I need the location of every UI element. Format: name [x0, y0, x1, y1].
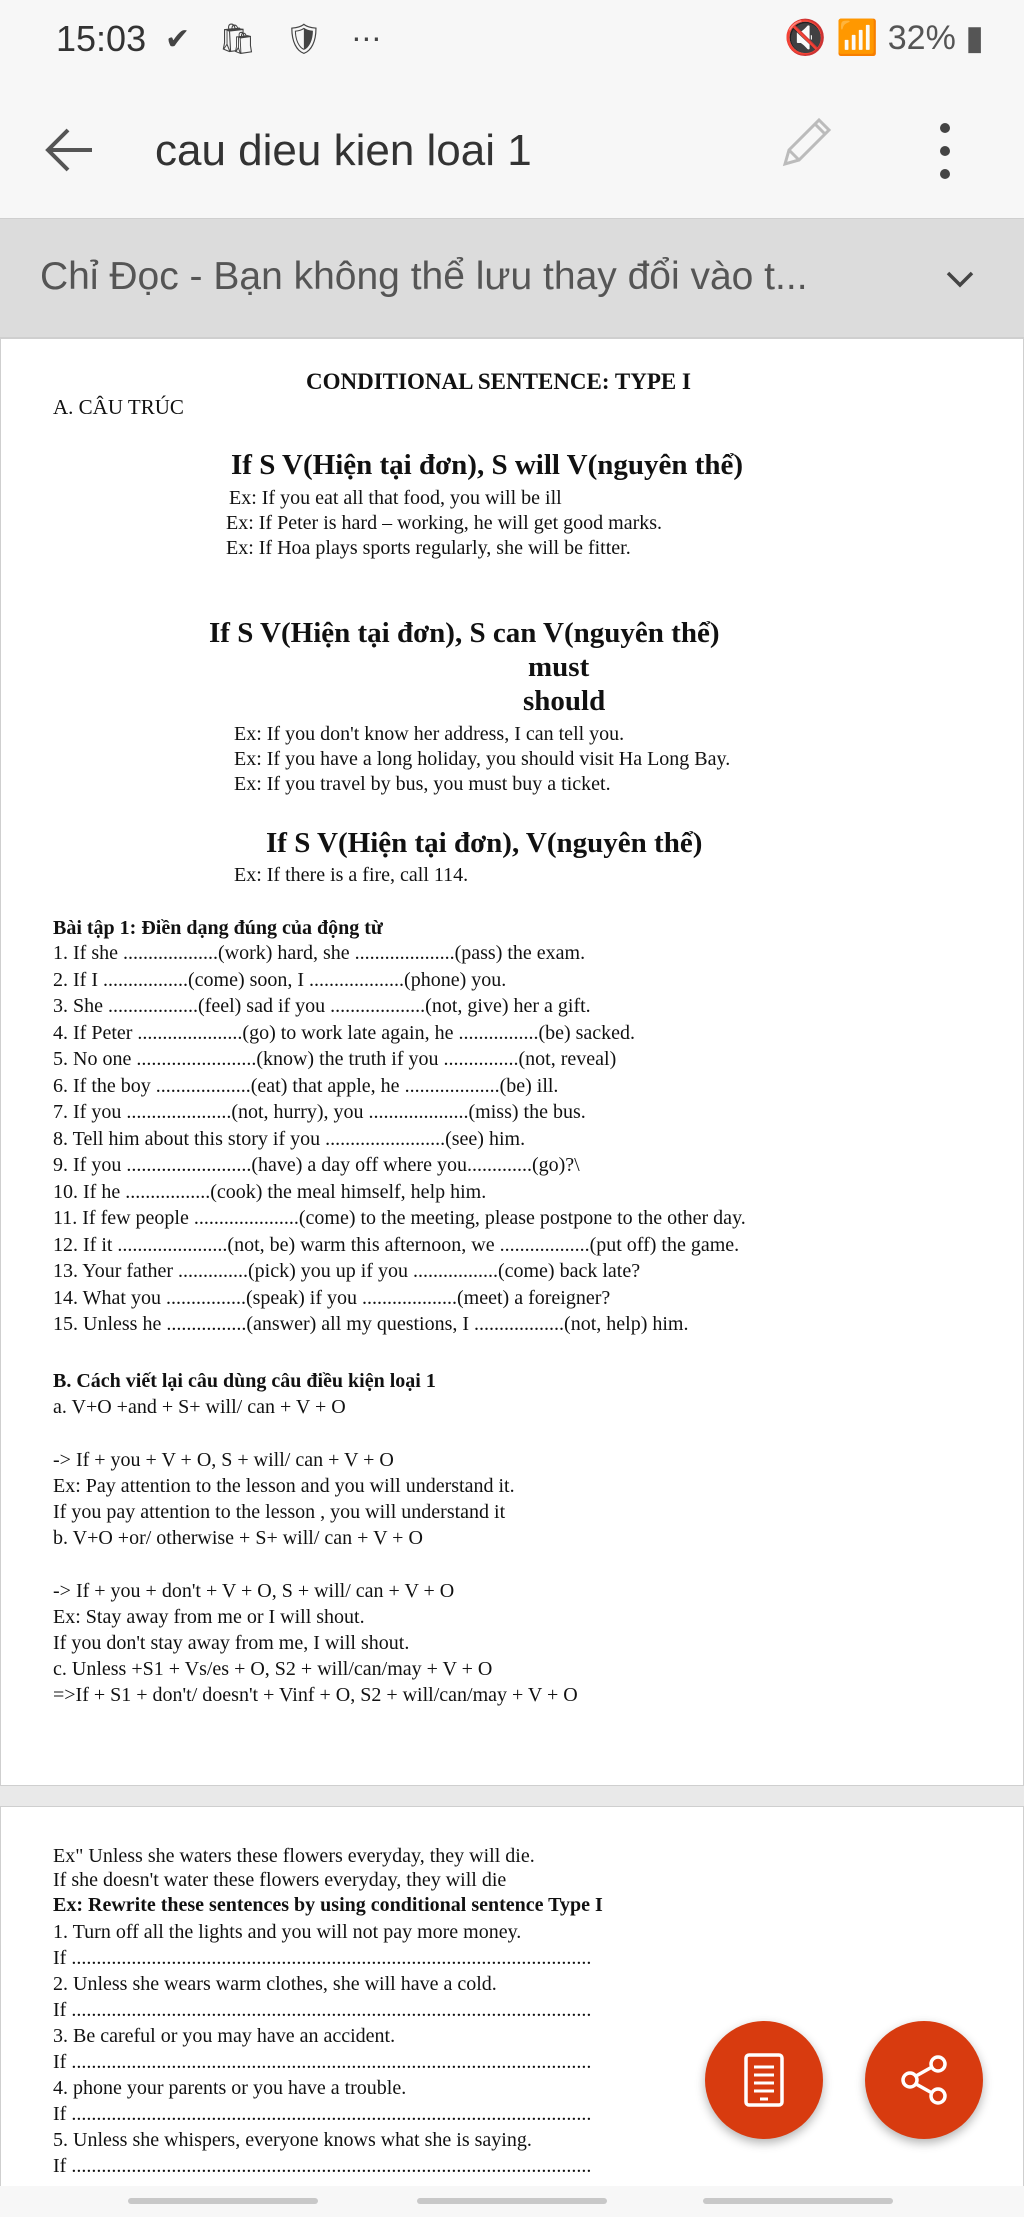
page-2-line: 3. Be careful or you may have an accident. — [53, 2025, 396, 2047]
read-only-banner[interactable] — [0, 218, 1024, 338]
more-options-icon[interactable] — [930, 118, 960, 188]
section-b-line: Ex: Stay away from me or I will shout. — [53, 1606, 365, 1628]
page-2-line: 4. phone your parents or you have a trouble. — [53, 2077, 407, 2099]
notification-icons: ✔ 🛍 🛡 ⋯ — [165, 23, 392, 56]
formula-2: If S V(Hiện tại đơn), S can V(nguyên thể) — [209, 617, 720, 649]
page-2-line: 5. Unless she whispers, everyone knows what she is saying. — [53, 2129, 532, 2151]
page-2-line: 2. Unless she wears warm clothes, she will have a cold. — [53, 1973, 497, 1995]
exercise-1-item: 7. If you .....................(not, hurry), you ....................(miss) the bus. — [53, 1101, 586, 1123]
formula-1-example: Ex: If Peter is hard – working, he will get good marks. — [226, 512, 663, 534]
exercise-1-item: 9. If you .........................(have) a day off where you.............(go)?\ — [53, 1154, 580, 1176]
share-button[interactable] — [865, 2021, 983, 2139]
exercise-1-item: 1. If she ...................(work) hard, she ....................(pass) the exam. — [53, 942, 586, 964]
exercise-1-item: 4. If Peter .....................(go) to work late again, he ................(be) sacked. — [53, 1021, 636, 1044]
section-b-line: If you don't stay away from me, I will shout. — [53, 1632, 410, 1654]
formula-1-example: Ex: If Hoa plays sports regularly, she will be fitter. — [226, 537, 631, 559]
exercise-1-item: 11. If few people .....................(come) to the meeting, please postpone to the other day. — [53, 1207, 746, 1229]
doc-title: CONDITIONAL SENTENCE: TYPE I — [306, 369, 691, 394]
section-b-line: a. V+O +and + S+ will/ can + V + O — [53, 1396, 346, 1418]
system-nav-bar — [0, 2186, 1024, 2217]
exercise-1-item: 15. Unless he ................(answer) all my questions, I ..................(not, help) him. — [53, 1313, 689, 1335]
section-b-heading: B. Cách viết lại câu dùng câu điều kiện loại 1 — [53, 1370, 436, 1392]
exercise-1-item: 14. What you ................(speak) if you ...................(meet) a foreigner? — [53, 1286, 611, 1309]
page-2-line: Ex" Unless she waters these flowers everyday, they will die. — [53, 1845, 535, 1867]
exercise-1-item: 12. If it ......................(not, be) warm this afternoon, we ..................(put off) the game. — [53, 1233, 740, 1256]
document-page-1 — [0, 338, 1024, 1786]
battery-icon: ▮ — [965, 19, 984, 57]
status-bar — [0, 0, 1024, 80]
formula-1: If S V(Hiện tại đơn), S will V(nguyên thể) — [231, 449, 744, 481]
section-b-line: b. V+O +or/ otherwise + S+ will/ can + V + O — [53, 1527, 423, 1549]
page-2-line: If ........................................................................................................ — [53, 2155, 592, 2177]
exercise-1-item: 3. She ..................(feel) sad if you ...................(not, give) her a gift. — [53, 995, 591, 1017]
formula-2-must: must — [528, 651, 590, 683]
app-bar — [0, 80, 1024, 218]
share-icon — [896, 2052, 952, 2108]
status-right — [784, 18, 984, 58]
exercise-1-item: 6. If the boy ...................(eat) that apple, he ...................(be) ill. — [53, 1074, 559, 1097]
page-2-line: 1. Turn off all the lights and you will not pay more money. — [53, 1921, 522, 1943]
exercise-1-item: 5. No one ........................(know) the truth if you ...............(not, reveal) — [53, 1048, 617, 1070]
section-b-line: -> If + you + V + O, S + will/ can + V + O — [53, 1449, 394, 1471]
mobile-view-icon — [740, 2053, 788, 2107]
formula-1-example: Ex: If you eat all that food, you will be ill — [229, 487, 562, 509]
edit-pencil-icon[interactable] — [775, 112, 837, 174]
page-2-line: If ........................................................................................................ — [53, 1947, 592, 1969]
section-b-line: If you pay attention to the lesson , you will understand it — [53, 1501, 506, 1523]
formula-2-example: Ex: If you don't know her address, I can tell you. — [234, 723, 625, 745]
page-2-line: If ........................................................................................................ — [53, 2103, 592, 2125]
back-arrow-icon[interactable] — [40, 120, 100, 180]
formula-2-should: should — [523, 685, 606, 717]
battery-percent: 32% — [887, 19, 956, 57]
nav-home[interactable] — [417, 2198, 607, 2204]
exercise-1-title: Bài tập 1: Điền dạng đúng của động từ — [53, 917, 383, 939]
page-2-line: If ........................................................................................................ — [53, 1999, 592, 2021]
status-time: 15:03 — [56, 18, 147, 59]
exercise-1-item: 2. If I .................(come) soon, I ...................(phone) you. — [53, 968, 507, 991]
nav-recent[interactable] — [128, 2198, 318, 2204]
section-b-line: c. Unless +S1 + Vs/es + O, S2 + will/can/may + V + O — [53, 1658, 493, 1680]
document-title: cau dieu kien loai 1 — [155, 126, 532, 175]
formula-2-example: Ex: If you have a long holiday, you should visit Ha Long Bay. — [234, 748, 731, 770]
section-b-line: Ex: Pay attention to the lesson and you will understand it. — [53, 1475, 515, 1497]
read-only-message: Chỉ Đọc - Bạn không thể lưu thay đổi vào t... — [40, 255, 808, 298]
exercise-1-item: 8. Tell him about this story if you ........................(see) him. — [53, 1127, 526, 1150]
exercise-1-item: 13. Your father ..............(pick) you up if you .................(come) back late? — [53, 1260, 641, 1282]
formula-3-example: Ex: If there is a fire, call 114. — [234, 864, 469, 886]
formula-2-example: Ex: If you travel by bus, you must buy a ticket. — [234, 773, 611, 795]
mobile-view-button[interactable] — [705, 2021, 823, 2139]
section-b-line: -> If + you + don't + V + O, S + will/ can + V + O — [53, 1580, 455, 1602]
section-a-heading: A. CÂU TRÚC — [53, 395, 184, 419]
page-2-line: If ........................................................................................................ — [53, 2051, 592, 2073]
page-2-line: If she doesn't water these flowers everyday, they will die — [53, 1869, 507, 1891]
section-b-line: =>If + S1 + don't/ doesn't + Vinf + O, S2 + will/can/may + V + O — [53, 1684, 578, 1706]
formula-3: If S V(Hiện tại đơn), V(nguyên thể) — [266, 827, 703, 859]
page-2-line: Ex: Rewrite these sentences by using conditional sentence Type I — [53, 1894, 603, 1916]
nav-back[interactable] — [703, 2198, 893, 2204]
exercise-1-item: 10. If he .................(cook) the meal himself, help him. — [53, 1180, 487, 1203]
chevron-down-icon[interactable] — [940, 259, 980, 299]
document-page-2 — [0, 1806, 1024, 2188]
mute-icon: 🔇 — [784, 19, 827, 57]
wifi-icon: 📶 — [835, 19, 879, 57]
